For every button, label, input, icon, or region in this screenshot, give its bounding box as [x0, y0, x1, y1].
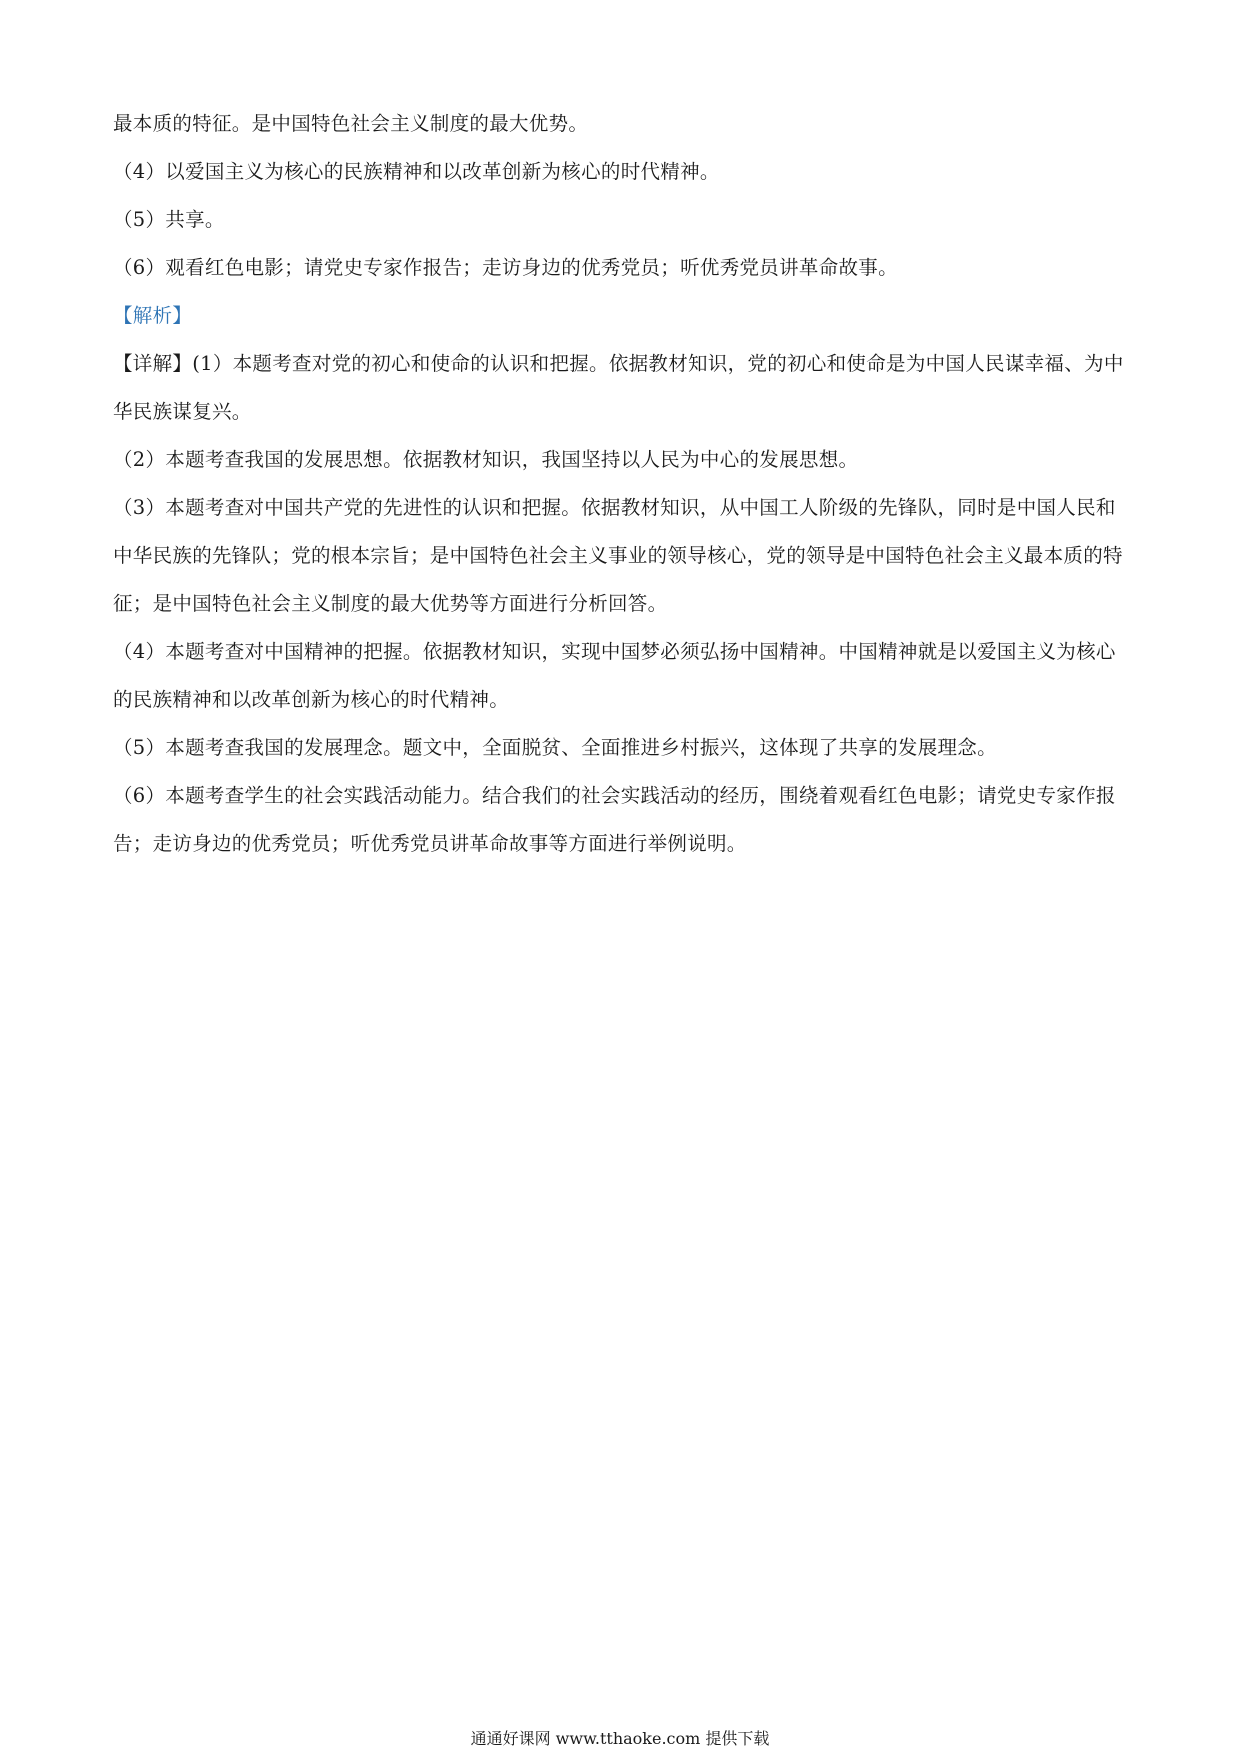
answer-5: （5）共享。: [113, 208, 225, 231]
analysis-paragraph-1: 【详解】(1）本题考查对党的初心和使命的认识和把握。依据教材知识，党的初心和使命是为中国人民谋幸福、为中华民族谋复兴。: [113, 352, 1124, 423]
analysis-paragraph-4: （4）本题考查对中国精神的把握。依据教材知识，实现中国梦必须弘扬中国精神。中国精神就是以爱国主义为核心的民族精神和以改革创新为核心的时代精神。: [113, 640, 1116, 711]
analysis-paragraph-2: （2）本题考查我国的发展思想。依据教材知识，我国坚持以人民为中心的发展思想。: [113, 448, 859, 471]
answer-6: （6）观看红色电影；请党史专家作报告；走访身边的优秀党员；听优秀党员讲革命故事。: [113, 256, 898, 279]
analysis-paragraph-6: （6）本题考查学生的社会实践活动能力。结合我们的社会实践活动的经历，围绕着观看红色电影；请党史专家作报告；走访身边的优秀党员；听优秀党员讲革命故事等方面进行举例说明。: [113, 784, 1116, 855]
analysis-heading: 【解析】: [113, 304, 193, 327]
document-body: [113, 100, 1133, 868]
answer-continued-line: 最本质的特征。是中国特色社会主义制度的最大优势。: [113, 112, 589, 135]
page-footer: 通通好课网 www.tthaoke.com 提供下载: [470, 1729, 770, 1748]
answer-4: （4）以爱国主义为核心的民族精神和以改革创新为核心的时代精神。: [113, 160, 720, 183]
analysis-paragraph-3: （3）本题考查对中国共产党的先进性的认识和把握。依据教材知识，从中国工人阶级的先锋队，同时是中国人民和中华民族的先锋队；党的根本宗旨；是中国特色社会主义事业的领导核心，党的领导是中国特色社会主义最本质的特征；是中国特色社会主义制度的最大优势等方面进行分析回答。: [113, 496, 1123, 615]
analysis-paragraph-5: （5）本题考查我国的发展理念。题文中，全面脱贫、全面推进乡村振兴，这体现了共享的发展理念。: [113, 736, 997, 759]
